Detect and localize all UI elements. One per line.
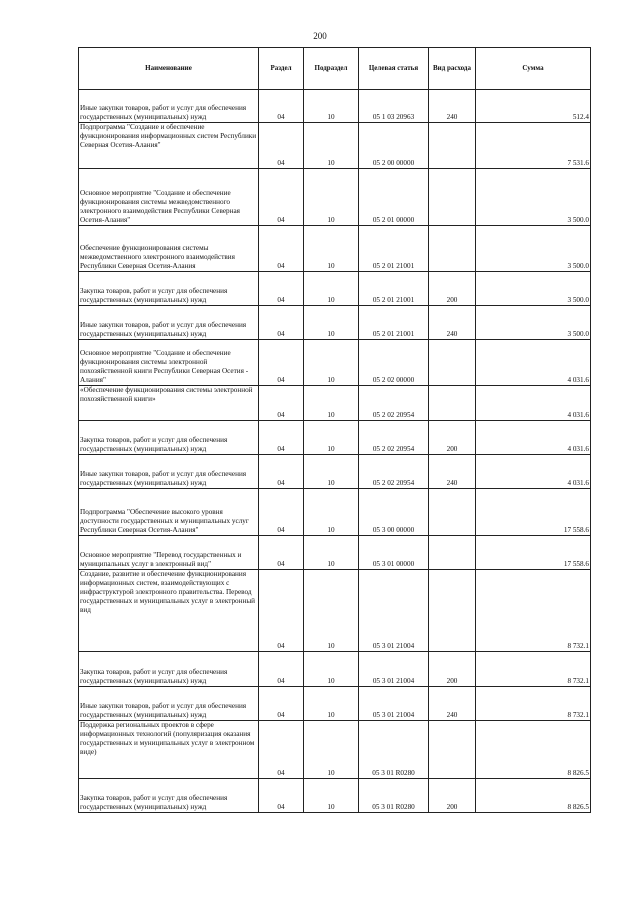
row-target-article: 05 2 00 00000 <box>359 123 429 169</box>
row-expense-type: 200 <box>429 272 476 306</box>
row-target-article: 05 3 01 21004 <box>359 652 429 687</box>
row-podrazdel: 10 <box>304 779 359 813</box>
row-target-article: 05 2 01 21001 <box>359 306 429 340</box>
row-razdel: 04 <box>259 570 304 652</box>
row-name: Закупка товаров, работ и услуг для обеспечения государственных (муниципальных) нужд <box>79 272 259 306</box>
table-row <box>79 779 591 813</box>
row-razdel: 04 <box>259 687 304 721</box>
header-sum: Сумма <box>476 48 591 90</box>
header-razdel: Раздел <box>259 48 304 90</box>
row-sum: 17 558.6 <box>476 489 591 536</box>
table-row <box>79 272 591 306</box>
row-podrazdel: 10 <box>304 421 359 455</box>
row-sum: 4 031.6 <box>476 386 591 421</box>
row-sum: 7 531.6 <box>476 123 591 169</box>
row-razdel: 04 <box>259 90 304 123</box>
page-number: 200 <box>313 31 327 41</box>
row-sum: 4 031.6 <box>476 340 591 386</box>
row-razdel: 04 <box>259 340 304 386</box>
row-razdel: 04 <box>259 721 304 779</box>
row-name: Иные закупки товаров, работ и услуг для обеспечения государственных (муниципальных) нужд <box>79 90 259 123</box>
row-expense-type <box>429 721 476 779</box>
row-razdel: 04 <box>259 455 304 489</box>
table-row <box>79 90 591 123</box>
table-row <box>79 226 591 272</box>
row-name: Основное мероприятие "Создание и обеспечение функционирования системы межведомственного электронного взаимодействия Республики Северная Осетия-Алания" <box>79 169 259 226</box>
row-target-article: 05 2 01 00000 <box>359 169 429 226</box>
row-name: Подпрограмма "Обеспечение высокого уровня доступности государственных и муниципальных услуг Республики Северная Осетия-Алания" <box>79 489 259 536</box>
row-target-article: 05 3 00 00000 <box>359 489 429 536</box>
row-podrazdel: 10 <box>304 386 359 421</box>
table-row <box>79 340 591 386</box>
row-razdel: 04 <box>259 123 304 169</box>
row-sum: 17 558.6 <box>476 536 591 570</box>
row-podrazdel: 10 <box>304 455 359 489</box>
header-expense-type: Вид расхода <box>429 48 476 90</box>
row-razdel: 04 <box>259 272 304 306</box>
row-name: Подпрограмма "Создание и обеспечение функционирования информационных систем Республики Северная Осетия-Алания" <box>79 123 259 169</box>
row-expense-type <box>429 123 476 169</box>
row-sum: 8 732.1 <box>476 687 591 721</box>
row-razdel: 04 <box>259 779 304 813</box>
budget-table <box>78 47 591 813</box>
row-target-article: 05 3 01 00000 <box>359 536 429 570</box>
row-name: Иные закупки товаров, работ и услуг для обеспечения государственных (муниципальных) нужд <box>79 306 259 340</box>
table-row <box>79 386 591 421</box>
row-podrazdel: 10 <box>304 536 359 570</box>
row-podrazdel: 10 <box>304 570 359 652</box>
row-target-article: 05 1 03 20963 <box>359 90 429 123</box>
row-expense-type <box>429 226 476 272</box>
header-target-article: Целевая статья <box>359 48 429 90</box>
row-name: Поддержка региональных проектов в сфере информационных технологий (популяризация оказания государственных и муниципальных услуг в электронном виде) <box>79 721 259 779</box>
row-podrazdel: 10 <box>304 306 359 340</box>
row-name: Иные закупки товаров, работ и услуг для обеспечения государственных (муниципальных) нужд <box>79 455 259 489</box>
row-expense-type <box>429 489 476 536</box>
row-podrazdel: 10 <box>304 90 359 123</box>
row-sum: 3 500.0 <box>476 169 591 226</box>
row-sum: 8 826.5 <box>476 779 591 813</box>
row-podrazdel: 10 <box>304 489 359 536</box>
row-sum: 3 500.0 <box>476 226 591 272</box>
row-target-article: 05 2 02 20954 <box>359 455 429 489</box>
row-name: Закупка товаров, работ и услуг для обеспечения государственных (муниципальных) нужд <box>79 779 259 813</box>
row-podrazdel: 10 <box>304 272 359 306</box>
row-podrazdel: 10 <box>304 721 359 779</box>
row-name: Основное мероприятие "Перевод государственных и муниципальных услуг в электронный вид" <box>79 536 259 570</box>
row-expense-type <box>429 340 476 386</box>
row-razdel: 04 <box>259 386 304 421</box>
table-row <box>79 169 591 226</box>
row-sum: 8 826.5 <box>476 721 591 779</box>
row-expense-type <box>429 386 476 421</box>
row-expense-type: 200 <box>429 652 476 687</box>
row-podrazdel: 10 <box>304 226 359 272</box>
row-target-article: 05 3 01 21004 <box>359 687 429 721</box>
row-expense-type: 240 <box>429 306 476 340</box>
row-sum: 3 500.0 <box>476 272 591 306</box>
row-target-article: 05 2 02 20954 <box>359 386 429 421</box>
row-name: «Обеспечение функционирования системы электронной похозяйственной книги» <box>79 386 259 421</box>
table-header-row <box>79 48 591 90</box>
table-row <box>79 536 591 570</box>
row-podrazdel: 10 <box>304 123 359 169</box>
row-razdel: 04 <box>259 536 304 570</box>
row-sum: 8 732.1 <box>476 570 591 652</box>
row-razdel: 04 <box>259 169 304 226</box>
row-expense-type: 200 <box>429 779 476 813</box>
row-razdel: 04 <box>259 421 304 455</box>
row-target-article: 05 2 01 21001 <box>359 226 429 272</box>
row-target-article: 05 2 01 21001 <box>359 272 429 306</box>
table-row <box>79 123 591 169</box>
row-expense-type <box>429 570 476 652</box>
table-row <box>79 721 591 779</box>
row-target-article: 05 2 02 00000 <box>359 340 429 386</box>
row-podrazdel: 10 <box>304 687 359 721</box>
row-name: Создание, развитие и обеспечение функционирования информационных систем, взаимодействующих с инфраструктурой электронного правительства. Перевод государственных и муниципальных услуг в электронный вид <box>79 570 259 652</box>
table-row <box>79 489 591 536</box>
row-expense-type: 240 <box>429 687 476 721</box>
row-target-article: 05 3 01 21004 <box>359 570 429 652</box>
row-target-article: 05 3 01 R0280 <box>359 721 429 779</box>
header-name: Наименование <box>79 48 259 90</box>
table-row <box>79 570 591 652</box>
row-podrazdel: 10 <box>304 652 359 687</box>
row-razdel: 04 <box>259 489 304 536</box>
table-row <box>79 421 591 455</box>
row-podrazdel: 10 <box>304 340 359 386</box>
header-podrazdel: Подраздел <box>304 48 359 90</box>
row-expense-type <box>429 536 476 570</box>
row-sum: 3 500.0 <box>476 306 591 340</box>
row-name: Обеспечение функционирования системы межведомственного электронного взаимодействия Республики Северная Осетия-Алания <box>79 226 259 272</box>
table-row <box>79 652 591 687</box>
row-sum: 512.4 <box>476 90 591 123</box>
row-name: Закупка товаров, работ и услуг для обеспечения государственных (муниципальных) нужд <box>79 652 259 687</box>
row-podrazdel: 10 <box>304 169 359 226</box>
row-target-article: 05 3 01 R0280 <box>359 779 429 813</box>
row-sum: 8 732.1 <box>476 652 591 687</box>
row-name: Основное мероприятие "Создание и обеспечение функционирования системы электронной похозяйственной книги Республики Северная Осетия - Алания" <box>79 340 259 386</box>
row-razdel: 04 <box>259 652 304 687</box>
table-row <box>79 687 591 721</box>
row-expense-type: 200 <box>429 421 476 455</box>
row-expense-type <box>429 169 476 226</box>
row-name: Закупка товаров, работ и услуг для обеспечения государственных (муниципальных) нужд <box>79 421 259 455</box>
row-expense-type: 240 <box>429 455 476 489</box>
row-razdel: 04 <box>259 306 304 340</box>
row-sum: 4 031.6 <box>476 455 591 489</box>
row-name: Иные закупки товаров, работ и услуг для обеспечения государственных (муниципальных) нужд <box>79 687 259 721</box>
table-row <box>79 306 591 340</box>
row-expense-type: 240 <box>429 90 476 123</box>
row-razdel: 04 <box>259 226 304 272</box>
row-target-article: 05 2 02 20954 <box>359 421 429 455</box>
table-row <box>79 455 591 489</box>
row-sum: 4 031.6 <box>476 421 591 455</box>
